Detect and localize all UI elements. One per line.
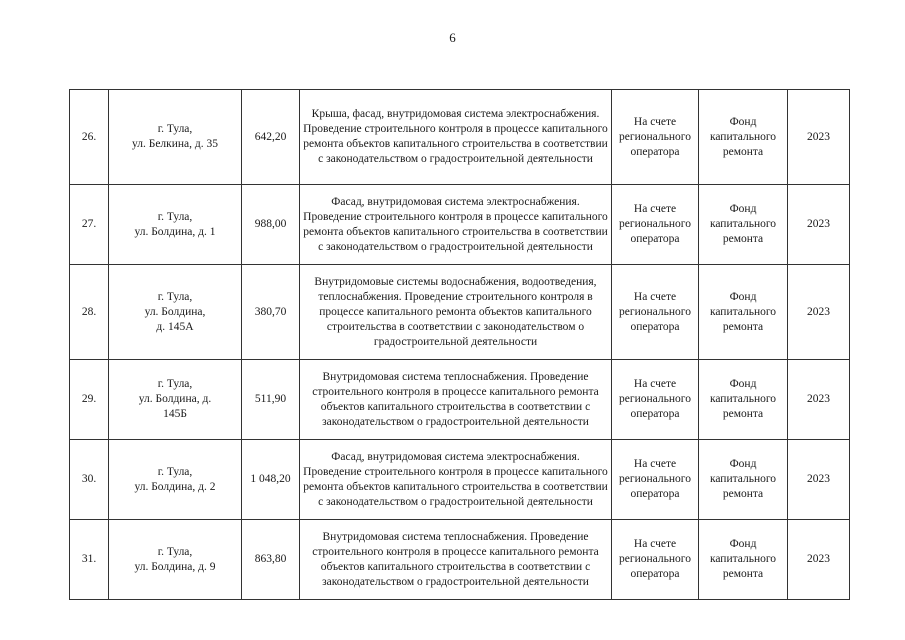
work-description-cell: Крыша, фасад, внутридомовая система электроснабжения. Проведение строительного контроля в процессе капитального ремонта объектов капитального строительства в соответствии с законодательством о градостроительной деятельности bbox=[300, 90, 612, 185]
address-cell bbox=[109, 440, 242, 520]
account-cell: На счете регионального оператора bbox=[612, 520, 699, 600]
table-row bbox=[70, 520, 850, 600]
address-cell bbox=[109, 185, 242, 265]
area-cell: 511,90 bbox=[242, 360, 300, 440]
year-cell: 2023 bbox=[788, 520, 850, 600]
area-cell: 988,00 bbox=[242, 185, 300, 265]
year-cell: 2023 bbox=[788, 440, 850, 520]
address-cell bbox=[109, 360, 242, 440]
work-description-cell: Фасад, внутридомовая система электроснабжения. Проведение строительного контроля в процессе капитального ремонта объектов капитального строительства в соответствии с законодательством о градостроительной деятельности bbox=[300, 440, 612, 520]
address-city: г. Тула, ул. Болдина, д. 2 bbox=[134, 465, 216, 493]
table-row bbox=[70, 440, 850, 520]
row-number: 30. bbox=[70, 440, 109, 520]
repair-registry-table bbox=[69, 89, 850, 600]
funding-source-cell: Фонд капитального ремонта bbox=[699, 265, 788, 360]
table-row bbox=[70, 90, 850, 185]
funding-source-cell: Фонд капитального ремонта bbox=[699, 440, 788, 520]
work-description-cell: Внутридомовая система теплоснабжения. Проведение строительного контроля в процессе капитального ремонта объектов капитального строительства в соответствии с законодательством о градостроительной деятельности bbox=[300, 520, 612, 600]
table-row bbox=[70, 360, 850, 440]
row-number: 27. bbox=[70, 185, 109, 265]
address-city: г. Тула, ул. Болдина, д. 145Б bbox=[138, 378, 212, 420]
row-number: 29. bbox=[70, 360, 109, 440]
area-cell: 1 048,20 bbox=[242, 440, 300, 520]
row-number: 28. bbox=[70, 265, 109, 360]
row-number: 26. bbox=[70, 90, 109, 185]
funding-source-cell: Фонд капитального ремонта bbox=[699, 185, 788, 265]
year-cell: 2023 bbox=[788, 185, 850, 265]
account-cell: На счете регионального оператора bbox=[612, 360, 699, 440]
year-cell: 2023 bbox=[788, 360, 850, 440]
area-cell: 863,80 bbox=[242, 520, 300, 600]
year-cell: 2023 bbox=[788, 90, 850, 185]
funding-source-cell: Фонд капитального ремонта bbox=[699, 360, 788, 440]
work-description-cell: Фасад, внутридомовая система электроснабжения. Проведение строительного контроля в процессе капитального ремонта объектов капитального строительства в соответствии с законодательством о градостроительной деятельности bbox=[300, 185, 612, 265]
address-city: г. Тула, ул. Болдина, д. 9 bbox=[134, 545, 216, 573]
table-row bbox=[70, 265, 850, 360]
funding-source-cell: Фонд капитального ремонта bbox=[699, 90, 788, 185]
page-number: 6 bbox=[449, 30, 456, 45]
account-cell: На счете регионального оператора bbox=[612, 440, 699, 520]
address-city: г. Тула, ул. Болдина, д. 1 bbox=[134, 210, 216, 238]
address-city: г. Тула, ул. Болдина, д. 145А bbox=[144, 290, 206, 333]
address-cell bbox=[109, 265, 242, 360]
year-cell: 2023 bbox=[788, 265, 850, 360]
area-cell: 642,20 bbox=[242, 90, 300, 185]
funding-source-cell: Фонд капитального ремонта bbox=[699, 520, 788, 600]
table-row bbox=[70, 185, 850, 265]
row-number: 31. bbox=[70, 520, 109, 600]
work-description-cell: Внутридомовая система теплоснабжения. Проведение строительного контроля в процессе капитального ремонта объектов капитального строительства в соответствии с законодательством о градостроительной деятельности bbox=[300, 360, 612, 440]
area-cell: 380,70 bbox=[242, 265, 300, 360]
account-cell: На счете регионального оператора bbox=[612, 90, 699, 185]
account-cell: На счете регионального оператора bbox=[612, 265, 699, 360]
account-cell: На счете регионального оператора bbox=[612, 185, 699, 265]
work-description-cell: Внутридомовые системы водоснабжения, водоотведения, теплоснабжения. Проведение строительного контроля в процессе капитального ремонта объектов капитального строительства в соответствии с законодательством о градостроительной деятельности bbox=[300, 265, 612, 360]
address-cell bbox=[109, 520, 242, 600]
address-city: г. Тула, ул. Белкина, д. 35 bbox=[131, 123, 219, 150]
address-cell bbox=[109, 90, 242, 185]
